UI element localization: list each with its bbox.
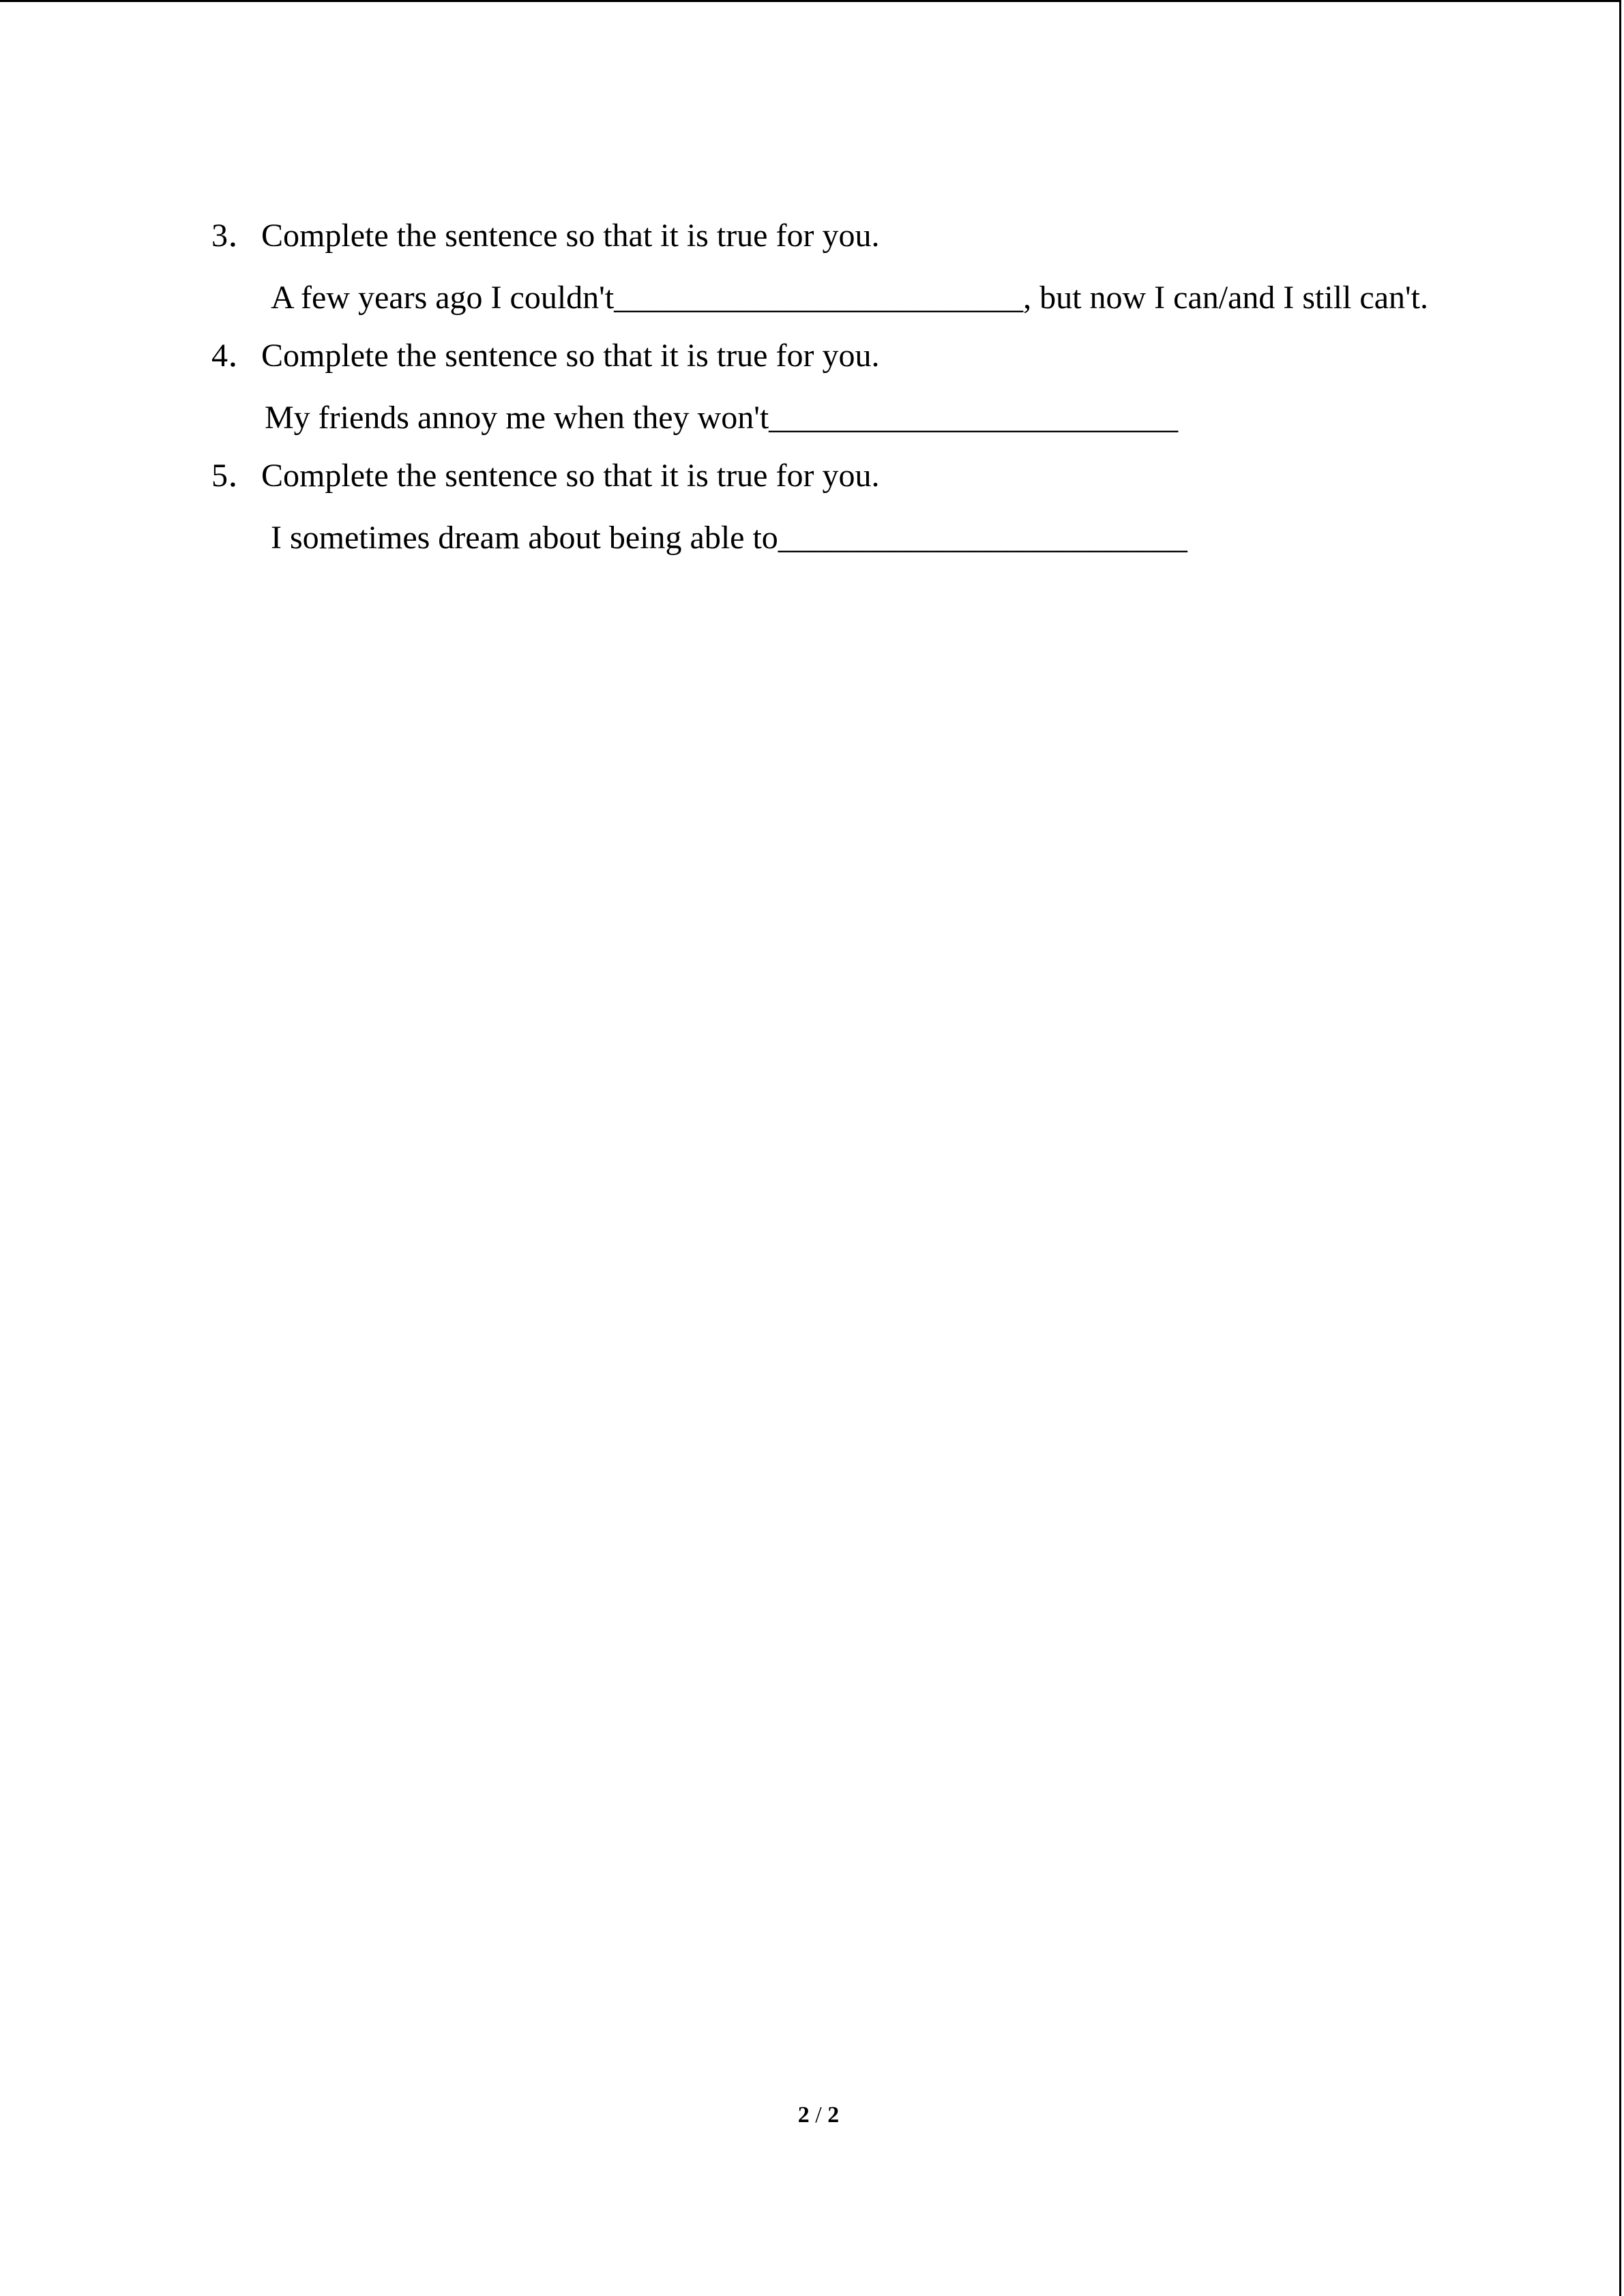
total-pages: 2 [827,2102,840,2128]
question-3-sentence: A few years ago I couldn't_________________________, but now I can/and I still can't. [271,280,1428,316]
instruction-text: Complete the sentence so that it is true for you. [261,338,880,374]
page-number [0,2104,1624,2127]
question-3-instruction [211,220,879,252]
page-separator: / [815,2102,822,2128]
question-5-sentence: I sometimes dream about being able to_________________________ [271,520,1187,556]
question-number: 4． [211,338,261,374]
instruction-text: Complete the sentence so that it is true for you. [261,218,880,254]
current-page: 2 [797,2102,810,2128]
question-number: 5． [211,458,261,494]
question-4-instruction [211,340,879,372]
question-4-sentence: My friends annoy me when they won't_________________________ [265,400,1179,436]
question-5-instruction [211,460,879,492]
question-number: 3． [211,218,261,254]
instruction-text: Complete the sentence so that it is true for you. [261,458,880,494]
